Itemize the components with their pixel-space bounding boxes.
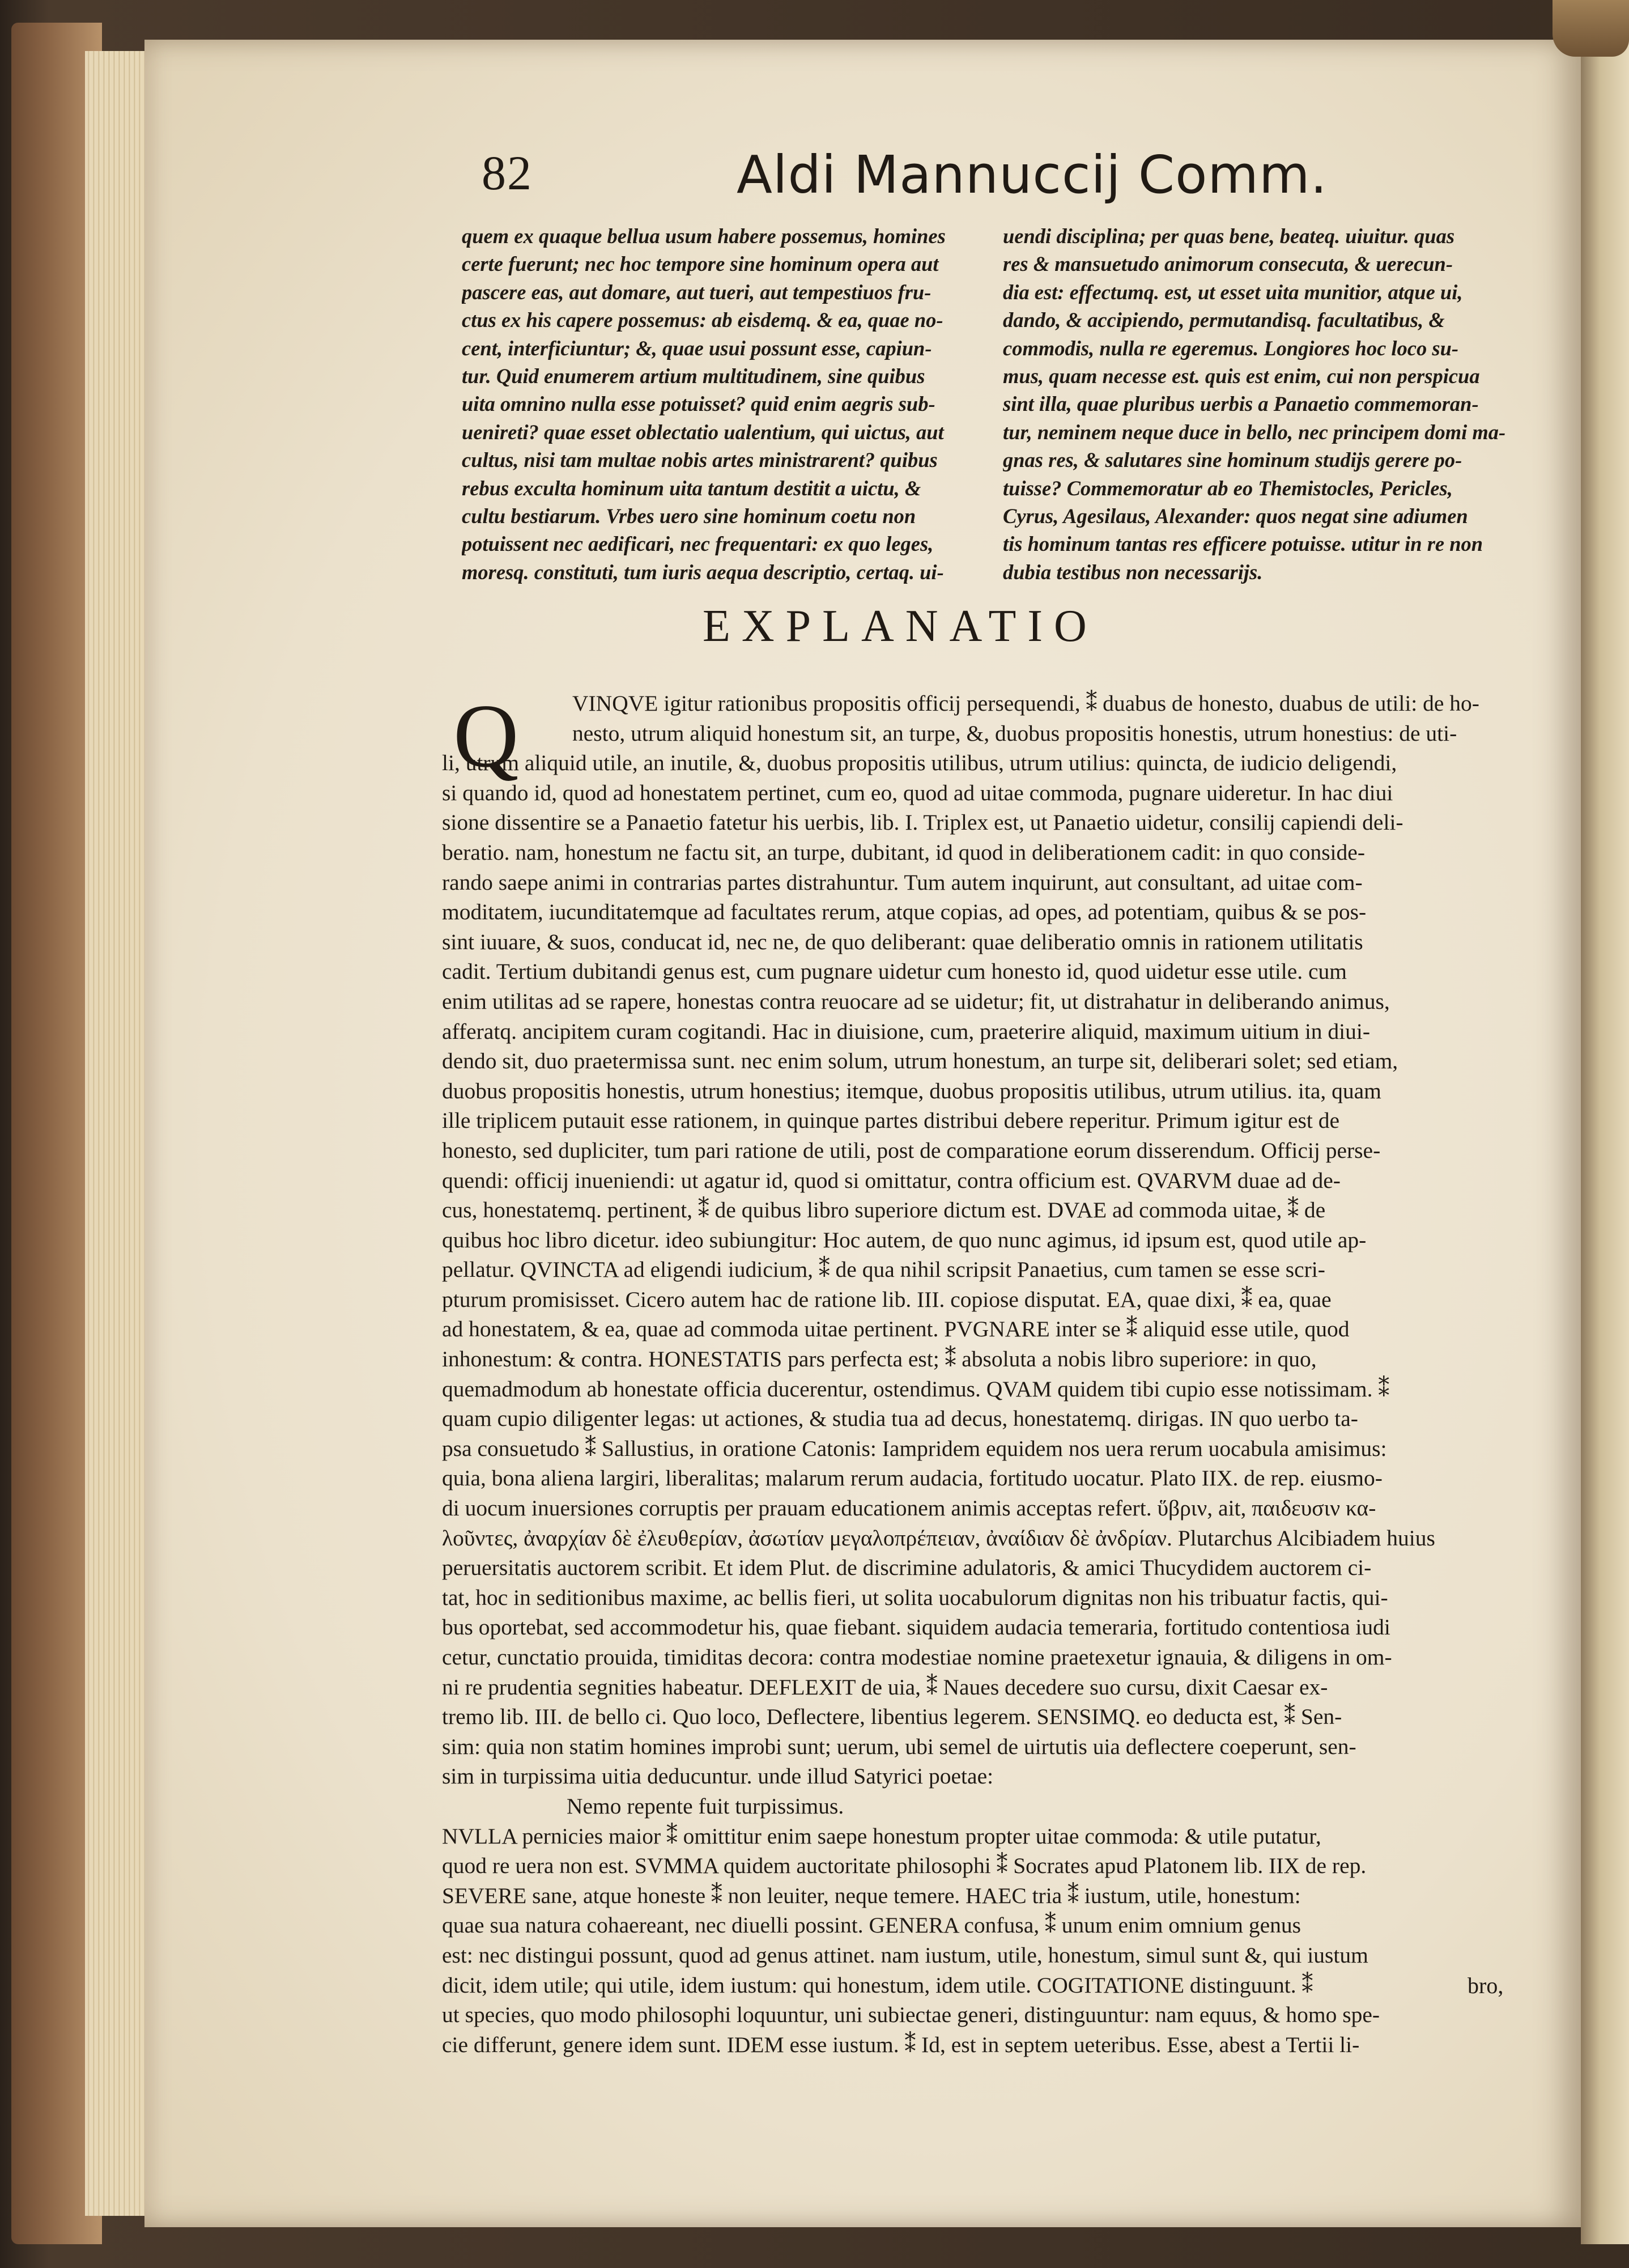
text-line: Cyrus, Agesilaus, Alexander: quos negat sine adiumen — [1003, 504, 1468, 528]
right-column-text — [1003, 222, 1530, 586]
text-line: sione dissentire se a Panaetio fatetur his uerbis, lib. I. Triplex est, ut Panaetio uidetur, consilij capiendi deli- — [442, 810, 1403, 835]
text-line: cultu bestiarum. Vrbes uero sine hominum coetu non — [462, 504, 916, 528]
text-line: inhonestum: & contra. HONESTATIS pars perfecta est; ⁑ absoluta a nobis libro superiore: in quo, — [442, 1347, 1317, 1372]
text-line: potuissent nec aedificari, nec frequentari: ex quo leges, — [462, 532, 934, 556]
text-line: uendi disciplina; per quas bene, beateq. uiuitur. quas — [1003, 224, 1455, 248]
text-line: di uocum inuersiones corruptis per prauam educationem animis acceptas refert. ὕβριν, ait, παιδευσιν κα- — [442, 1496, 1376, 1521]
text-line: dia est: effectumq. est, ut esset uita munitior, atque ui, — [1003, 280, 1463, 304]
text-line: quemadmodum ab honestate officia ducerentur, ostendimus. QVAM quidem tibi cupio esse notissimam. ⁑ — [442, 1376, 1390, 1401]
text-line: psa consuetudo ⁑ Sallustius, in oratione Catonis: Iampridem equidem nos uera rerum uocabula amisimus: — [442, 1435, 1387, 1461]
text-line: moditatem, iucunditatemque ad facultates rerum, atque copias, ad opes, ad potentiam, quibus & se pos- — [442, 899, 1367, 925]
text-line: si quando id, quod ad honestatem pertinet, cum eo, quod ad uitae commoda, pugnare uideretur. In hac diui — [442, 780, 1393, 805]
text-line: quem ex quaque bellua usum habere possemus, homines — [462, 224, 946, 248]
section-heading: EXPLANATIO — [703, 601, 1098, 651]
text-line: ad honestatem, & ea, quae ad commoda uitae pertinent. PVGNARE inter se ⁑ aliquid esse utile, quod — [442, 1316, 1350, 1342]
text-line: uita omnino nulla esse potuisset? quid enim aegris sub- — [462, 392, 935, 416]
text-line: tat, hoc in seditionibus maxime, ac bellis fieri, ut solita uocabulorum dignitas non his tribuatur factis, qui- — [442, 1585, 1388, 1610]
text-line: NVLLA pernicies maior ⁑ omittitur enim saepe honestum propter uitae commoda: & utile putatur, — [442, 1823, 1321, 1849]
drop-cap: Q — [453, 685, 519, 786]
text-line: gnas res, & salutares sine hominum studijs gerere po- — [1003, 448, 1462, 472]
text-line: sim in turpissima uitia deducuntur. unde illud Satyrici poetae: — [442, 1764, 994, 1789]
text-line: ille triplicem putauit esse rationem, in quinque partes distribui debere reperitur. Primum igitur est de — [442, 1108, 1339, 1133]
text-line: rebus exculta hominum uita tantum destitit a uictu, & — [462, 476, 921, 500]
explanation-body — [442, 685, 1536, 2059]
text-line: ut species, quo modo philosophi loquuntur, uni subiectae generi, distinguuntur: nam equus, & homo spe- — [442, 2002, 1380, 2028]
text-line: quae sua natura cohaereant, nec diuelli possint. GENERA confusa, ⁑ unum enim omnium genus — [442, 1913, 1302, 1938]
facing-page-edge — [1581, 34, 1629, 2244]
left-column-text — [462, 222, 989, 586]
book-clasp — [1553, 0, 1629, 57]
text-line: honesto, sed dupliciter, tum pari ratione de utili, post de comparatione eorum disserendum. Officij perse- — [442, 1137, 1381, 1163]
text-line: λοῦντες, ἀναρχίαν δὲ ἐλευθερίαν, ἀσωτίαν μεγαλοπρέπειαν, ἀναίδιαν δὲ ἀνδρίαν. Plutarchus Alcibiadem huius — [442, 1525, 1435, 1551]
text-line: quia, bona aliena largiri, liberalitas; malarum rerum audacia, fortitudo uocatur. Plato IIX. de rep. eiusmo- — [442, 1466, 1383, 1491]
text-line: pascere eas, aut domare, aut tueri, aut tempestiuos fru- — [462, 280, 932, 304]
text-line: nesto, utrum aliquid honestum sit, an turpe, &, duobus propositis honestis, utrum honestius: de uti- — [572, 720, 1457, 746]
page-edges — [85, 51, 154, 2216]
text-line: tur. Quid enumerem artium multitudinem, sine quibus — [462, 364, 925, 388]
text-line: cetur, cunctatio prouida, timiditas decora: contra modestiae nomine praetexetur ignauia, & diligens in om- — [442, 1645, 1392, 1670]
text-line: sint iuuare, & suos, conducat id, nec ne, de quo deliberant: quae deliberatio omnis in rationem utilitatis — [442, 929, 1363, 954]
text-line: peruersitatis auctorem scribit. Et idem Plut. de discrimine adulatoris, & amici Thucydidem auctorem ci- — [442, 1555, 1372, 1581]
text-line: tur, neminem neque duce in bello, nec principem domi ma- — [1003, 420, 1506, 444]
text-line: li, utrum aliquid utile, an inutile, &, duobus propositis utilibus, utrum utilius: quincta, de iudicio deligendi, — [442, 750, 1397, 776]
text-line: VINQVE igitur rationibus propositis officij persequendi, ⁑ duabus de honesto, duabus de utili: de ho- — [572, 691, 1479, 716]
text-line: sim: quia non statim homines improbi sunt; uerum, ubi semel de uirtutis uia deflectere coeperunt, sen- — [442, 1734, 1356, 1759]
text-line: enim utilitas ad se rapere, honestas contra reuocare ad se uidetur; fit, ut distrahatur in deliberando animus, — [442, 988, 1390, 1014]
text-line: quendi: officij inueniendi: ut agatur id, quod si omittatur, contra officium est. QVARVM duae ad de- — [442, 1167, 1341, 1193]
page-number: 82 — [482, 146, 533, 200]
text-line: cent, interficiuntur; &, quae usui possunt esse, capiun- — [462, 336, 932, 360]
text-line: res & mansuetudo animorum consecuta, & uerecun- — [1003, 252, 1453, 276]
text-line: moresq. constituti, tum iuris aequa descriptio, certaq. ui- — [462, 560, 944, 584]
text-line: ni re prudentia segnities habeatur. DEFLEXIT de uia, ⁑ Naues decedere suo cursu, dixit Caesar ex- — [442, 1674, 1328, 1700]
text-line: mus, quam necesse est. quis est enim, cui non perspicua — [1003, 364, 1480, 388]
text-line: uenireti? quae esset oblectatio ualentium, qui uictus, aut — [462, 420, 944, 444]
running-title: Aldi Mannuccij Comm. — [737, 145, 1328, 205]
text-line: cus, honestatemq. pertinent, ⁑ de quibus libro superiore dictum est. DVAE ad commoda uitae, ⁑ de — [442, 1197, 1326, 1223]
text-line: bus oportebat, sed accommodetur his, quae fiebant. siquidem audacia temeraria, fortitudo contentiosa iudi — [442, 1615, 1390, 1640]
text-line: cultus, nisi tam multae nobis artes ministrarent? quibus — [462, 448, 938, 472]
text-line: cie differunt, genere idem sunt. IDEM esse iustum. ⁑ Id, est in septem ueteribus. Esse, abest a Tertii li- — [442, 2032, 1360, 2057]
text-line: commodis, nulla re egeremus. Longiores hoc loco su- — [1003, 336, 1459, 360]
text-line: pturum promisisset. Cicero autem hac de ratione lib. III. copiose disputat. EA, quae dixi, ⁑ ea, quae — [442, 1286, 1332, 1312]
text-line: rando saepe animi in contrarias partes distrahuntur. Tum autem inquirunt, aut consultant, ad uitae com- — [442, 869, 1363, 895]
text-line: dando, & accipiendo, permutandisq. facultatibus, & — [1003, 308, 1445, 332]
text-line: duobus propositis honestis, utrum honestius; itemque, duobus propositis utilibus, utrum utilius. ita, quam — [442, 1078, 1381, 1103]
text-line: certe fuerunt; nec hoc tempore sine hominum opera aut — [462, 252, 939, 276]
catchword: bro, — [1468, 1973, 1504, 1998]
text-line: beratio. nam, honestum ne factu sit, an turpe, dubitant, id quod in deliberationem cadit: in quo conside- — [442, 839, 1365, 865]
text-line: quam cupio diligenter legas: ut actiones, & studia tua ad decus, honestatemq. dirigas. IN quo uerbo ta- — [442, 1406, 1358, 1432]
text-line: tis hominum tantas res efficere potuisse. utitur in re non — [1003, 532, 1483, 556]
text-line: afferatq. ancipitem curam cogitandi. Hac in diuisione, cum, praeterire aliquid, maximum uitium in diui- — [442, 1018, 1371, 1044]
text-line: Nemo repente fuit turpissimus. — [567, 1793, 844, 1819]
text-line: est: nec distingui possunt, quod ad genus attinet. nam iustum, utile, honestum, simul sunt &, qui iustum — [442, 1942, 1368, 1968]
text-line: quod re uera non est. SVMMA quidem auctoritate philosophi ⁑ Socrates apud Platonem lib. IIX de rep. — [442, 1853, 1367, 1879]
text-line: cadit. Tertium dubitandi genus est, cum pugnare uidetur cum honesto id, quod uidetur esse utile. cum — [442, 959, 1347, 984]
text-line: tremo lib. III. de bello ci. Quo loco, Deflectere, libentius legerem. SENSIMQ. eo deducta est, ⁑ Sen- — [442, 1704, 1342, 1730]
text-line: ctus ex his capere possemus: ab eisdemq. & ea, quae no- — [462, 308, 943, 332]
text-line: sint illa, quae pluribus uerbis a Panaetio commemoran- — [1003, 392, 1479, 416]
text-line: pellatur. QVINCTA ad eligendi iudicium, ⁑ de qua nihil scripsit Panaetius, cum tamen se esse scri- — [442, 1257, 1325, 1282]
text-line: tuisse? Commemoratur ab eo Themistocles, Pericles, — [1003, 476, 1453, 500]
text-line: dendo sit, duo praetermissa sunt. nec enim solum, utrum honestum, an turpe sit, deliberari solet; sed etiam, — [442, 1048, 1398, 1074]
text-line: dicit, idem utile; qui utile, idem iustum: qui honestum, idem utile. COGITATIONE distinguunt. ⁑ — [442, 1972, 1313, 1998]
text-line: quibus hoc libro dicetur. ideo subiungitur: Hoc autem, de quo nunc agimus, id ipsum est, quod utile ap- — [442, 1227, 1367, 1252]
text-line: dubia testibus non necessarijs. — [1003, 560, 1263, 584]
text-line: SEVERE sane, atque honeste ⁑ non leuiter, neque temere. HAEC tria ⁑ iustum, utile, honestum: — [442, 1883, 1301, 1908]
